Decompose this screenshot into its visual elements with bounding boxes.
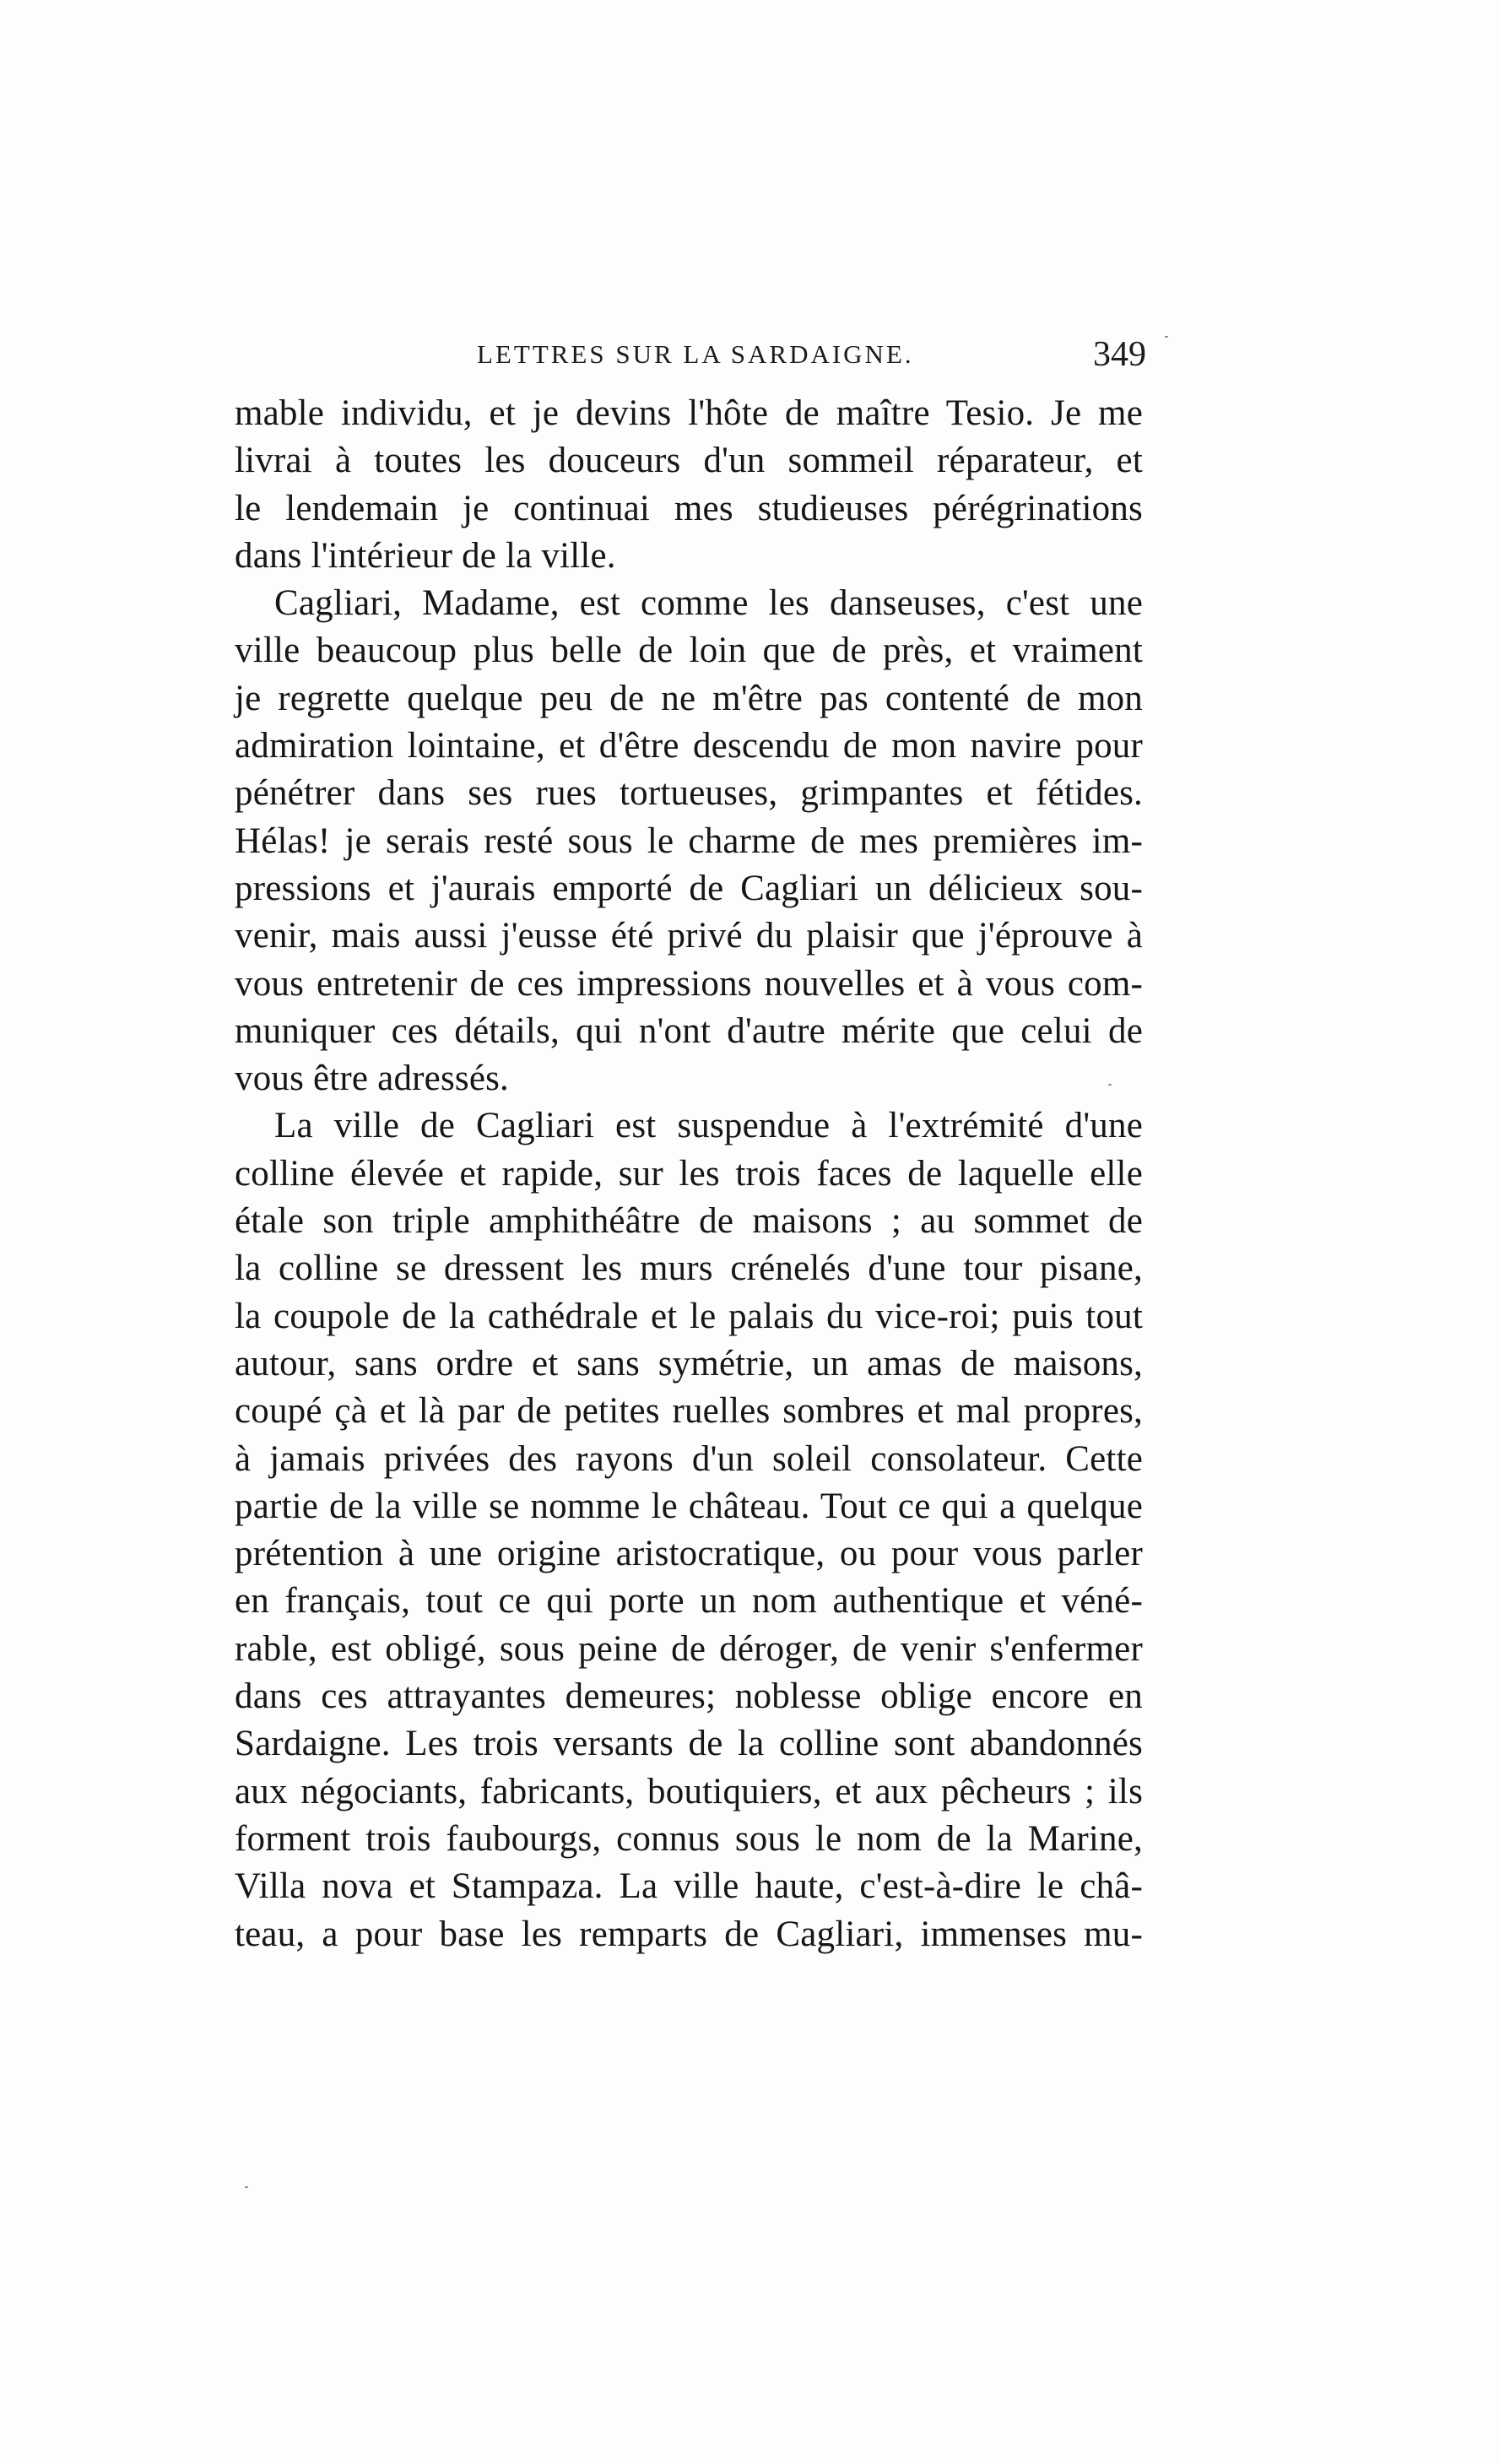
text-line: la colline se dressent les murs crénelés d'une tour pisane, — [235, 1248, 1143, 1289]
running-head: LETTRES SUR LA SARDAIGNE. — [477, 339, 914, 369]
text-line: vous entretenir de ces impressions nouvelles et à vous com- — [235, 963, 1143, 1004]
text-line: Sardaigne. Les trois versants de la colline sont abandonnés — [235, 1724, 1143, 1764]
text-line: colline élevée et rapide, sur les trois faces de laquelle elle — [235, 1153, 1143, 1194]
scan-speck — [1165, 336, 1168, 338]
text-line: à jamais privées des rayons d'un soleil consolateur. Cette — [235, 1438, 1143, 1479]
text-line: coupé çà et là par de petites ruelles sombres et mal propres, — [235, 1391, 1143, 1432]
body-text — [235, 390, 1143, 1958]
scan-speck — [245, 2186, 248, 2188]
text-line: venir, mais aussi j'eusse été privé du plaisir que j'éprouve à — [235, 916, 1143, 956]
text-line: muniquer ces détails, qui n'ont d'autre mérite que celui de — [235, 1010, 1143, 1051]
text-line: Hélas! je serais resté sous le charme de mes premières im- — [235, 820, 1143, 861]
text-line: ville beaucoup plus belle de loin que de près, et vraiment — [235, 631, 1143, 671]
text-line: pressions et j'aurais emporté de Cagliari un délicieux sou- — [235, 868, 1143, 908]
page-number: 349 — [1093, 335, 1146, 374]
text-line: je regrette quelque peu de ne m'être pas contenté de mon — [235, 678, 1143, 718]
text-line: pénétrer dans ses rues tortueuses, grimpantes et fétides. — [235, 773, 1143, 814]
text-line: partie de la ville se nomme le château. Tout ce qui a quelque — [235, 1486, 1143, 1526]
text-line: autour, sans ordre et sans symétrie, un amas de maisons, — [235, 1343, 1143, 1384]
text-line: admiration lointaine, et d'être descendu de mon navire pour — [235, 726, 1143, 766]
text-line: en français, tout ce qui porte un nom authentique et véné- — [235, 1581, 1143, 1622]
text-line: forment trois faubourgs, connus sous le nom de la Marine, — [235, 1818, 1143, 1859]
text-line: mable individu, et je devins l'hôte de maître Tesio. Je me — [235, 393, 1143, 433]
text-line: livrai à toutes les douceurs d'un sommeil réparateur, et — [235, 441, 1143, 481]
text-line: rable, est obligé, sous peine de déroger, de venir s'enfermer — [235, 1628, 1143, 1669]
text-line: Villa nova et Stampaza. La ville haute, c'est-à-dire le châ- — [235, 1866, 1143, 1907]
paragraph-start-line: Cagliari, Madame, est comme les danseuses, c'est une — [274, 583, 1143, 624]
text-line: teau, a pour base les remparts de Cagliari, immenses mu- — [235, 1914, 1143, 1954]
text-line: vous être adressés. — [235, 1059, 509, 1099]
text-line: prétention à une origine aristocratique, ou pour vous parler — [235, 1534, 1143, 1574]
paragraph-start-line: La ville de Cagliari est suspendue à l'extrémité d'une — [274, 1106, 1143, 1146]
text-line: dans ces attrayantes demeures; noblesse oblige encore en — [235, 1676, 1143, 1717]
text-line: dans l'intérieur de la ville. — [235, 535, 616, 576]
text-line: aux négociants, fabricants, boutiquiers, et aux pêcheurs ; ils — [235, 1771, 1143, 1811]
text-line: le lendemain je continuai mes studieuses pérégrinations — [235, 488, 1143, 528]
text-line: la coupole de la cathédrale et le palais du vice-roi; puis tout — [235, 1296, 1143, 1336]
text-line: étale son triple amphithéâtre de maisons ; au sommet de — [235, 1201, 1143, 1242]
scan-speck — [1108, 1084, 1112, 1086]
